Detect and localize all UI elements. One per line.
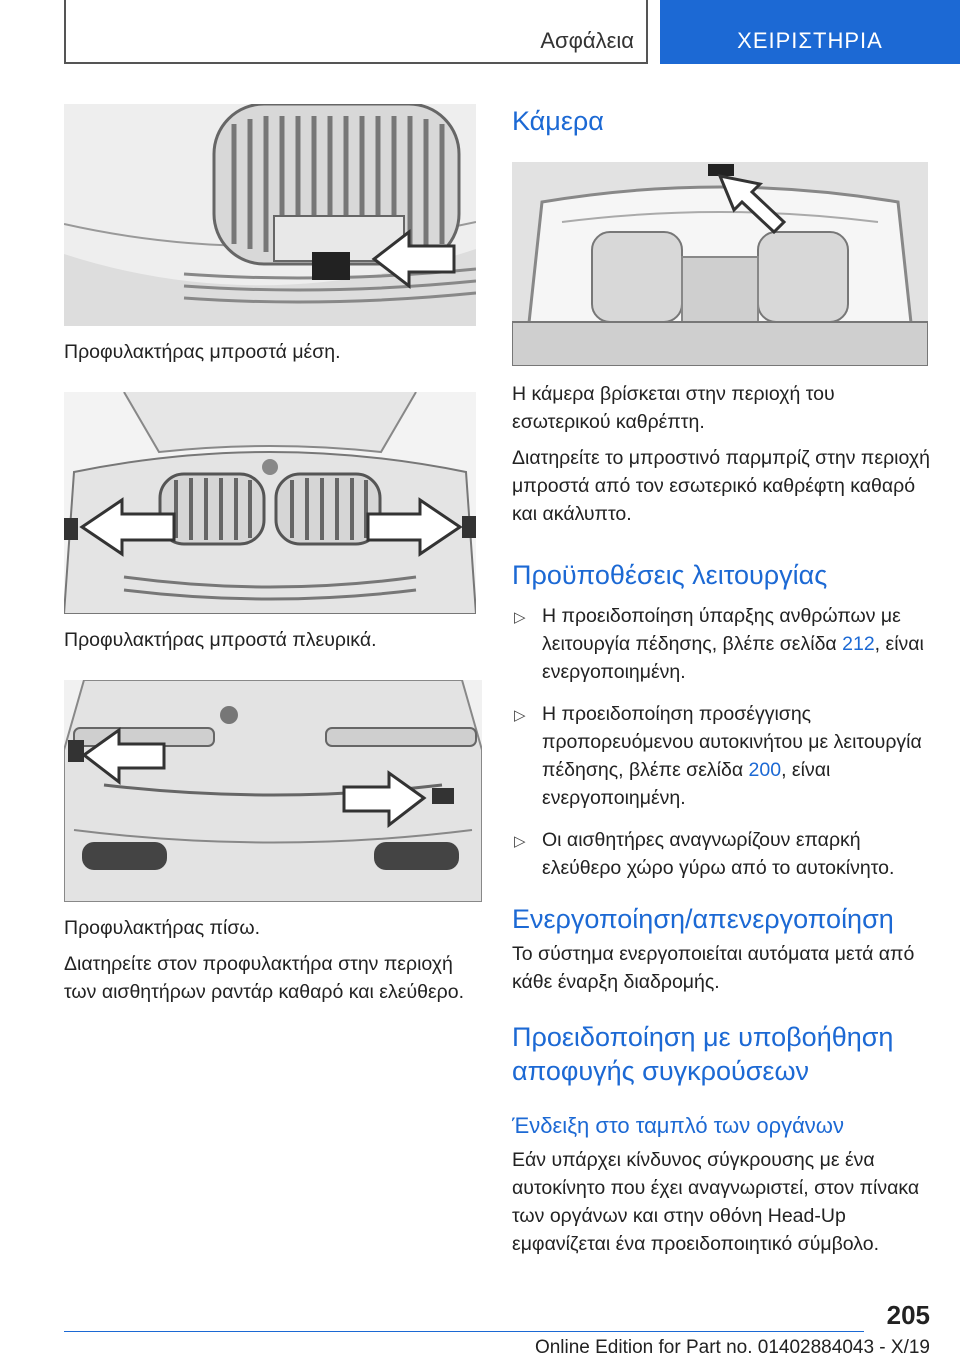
warning-paragraph: Εάν υπάρχει κίνδυνος σύγκρουσης με ένα αυτοκίνητο που έχει αναγνωριστεί, στον πίνακα των οργάνων και στην οθόνη Head-Up εμφανίζεται ένα προειδοποιητικό σύμβολο.: [512, 1149, 920, 1255]
triangle-bullet-icon: ▷: [514, 609, 526, 626]
warning-subheading: Ένδειξη στο ταμπλό των οργάνων: [512, 1113, 844, 1138]
figure-caption-3: Προφυλακτήρας πίσω.: [64, 917, 260, 939]
activation-heading: Ενεργοποίηση/απενεργοποίηση: [512, 904, 894, 934]
right-column: [512, 104, 932, 1258]
triangle-bullet-icon: ▷: [514, 833, 526, 850]
header-section-box: [64, 0, 648, 64]
figure-caption-1: Προφυλακτήρας μπροστά μέση.: [64, 341, 341, 363]
page-number: 205: [886, 1300, 930, 1330]
page-link-200[interactable]: 200: [748, 759, 782, 781]
front-bumper-center-image: [64, 104, 476, 326]
rear-bumper-image: [64, 680, 482, 902]
left-column: [64, 104, 482, 1006]
prereq-item-2: ▷ Η προειδοποίηση προσέγγισης προπορευόμενου αυτοκινήτου με λειτουργία πέδησης, βλέπε σελίδα 200, είναι ενεργοποιημένη.: [514, 703, 922, 809]
page-link-212[interactable]: 212: [842, 633, 875, 655]
prereq-item-3: ▷ Οι αισθητήρες αναγνωρίζουν επαρκή ελεύθερο χώρο γύρω από το αυτοκίνητο.: [514, 829, 895, 879]
triangle-bullet-icon: ▷: [514, 707, 526, 724]
figure-caption-2: Προφυλακτήρας μπροστά πλευρικά.: [64, 629, 377, 651]
camera-location-image: [512, 162, 928, 366]
camera-paragraph-1: Η κάμερα βρίσκεται στην περιοχή του εσωτερικού καθρέπτη.: [512, 383, 835, 433]
header-chapter: ΧΕΙΡΙΣΤΗΡΙΑ: [737, 28, 883, 53]
footer-rule: [64, 1331, 864, 1332]
camera-paragraph-2: Διατηρείτε το μπροστινό παρμπρίζ στην περιοχή μπροστά από τον εσωτερικό καθρέφτη καθαρό και ακάλυπτο.: [512, 447, 930, 525]
warning-heading: Προειδοποίηση με υποβοήθηση αποφυγής συγκρούσεων: [512, 1022, 894, 1086]
prereq-item-1: ▷ Η προειδοποίηση ύπαρξης ανθρώπων με λειτουργία πέδησης, βλέπε σελίδα 212, είναι ενεργοποιημένη.: [514, 605, 924, 683]
camera-heading: Κάμερα: [512, 106, 604, 136]
prereq-list: [512, 602, 932, 882]
header-chapter-box: [660, 0, 960, 64]
left-paragraph: Διατηρείτε στον προφυλακτήρα στην περιοχή των αισθητήρων ραντάρ καθαρό και ελεύθερο.: [64, 953, 464, 1003]
activation-paragraph: Το σύστημα ενεργοποιείται αυτόματα μετά από κάθε έναρξη διαδρομής.: [512, 943, 915, 993]
header-section: Ασφάλεια: [540, 28, 634, 53]
front-bumper-side-image: [64, 392, 476, 614]
footer-edition: Online Edition for Part no. 01402884043 - X/19: [534, 1337, 930, 1358]
prereq-heading: Προϋποθέσεις λειτουργίας: [512, 560, 828, 590]
